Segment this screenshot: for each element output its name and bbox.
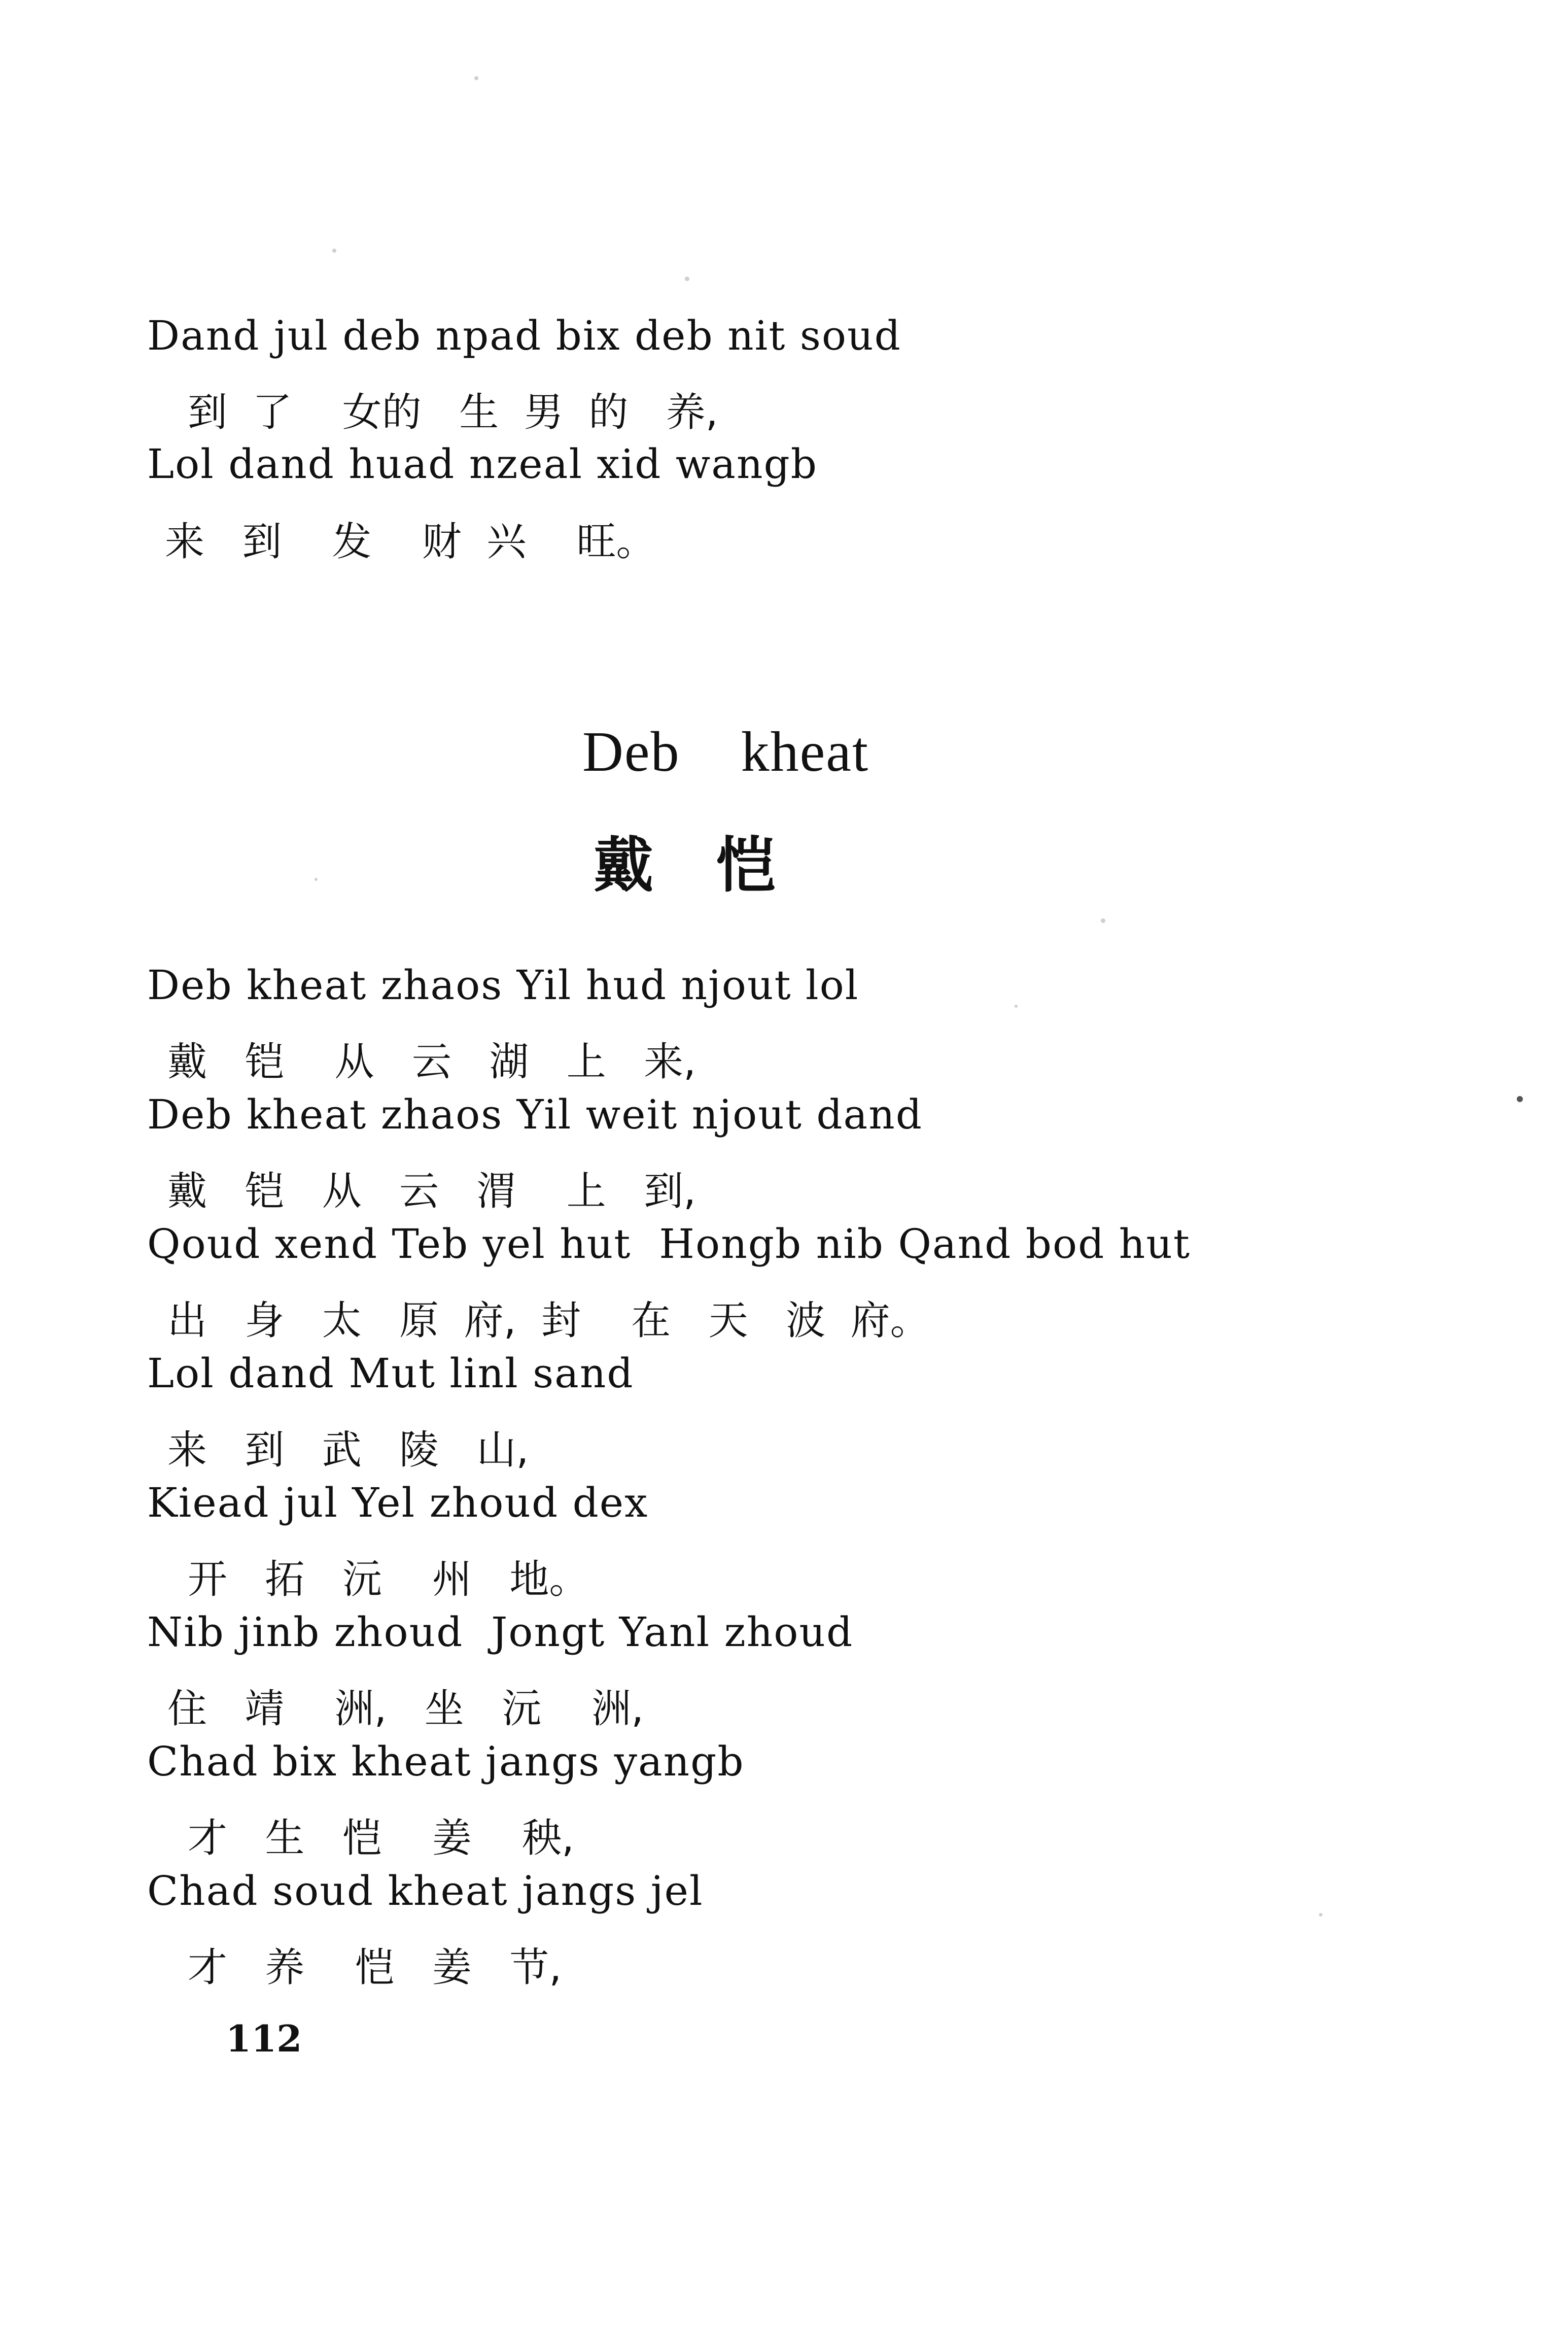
intro-chinese-line-2: 来 到 发 财 兴 旺。 <box>165 519 656 565</box>
verse-romanized-line-5: Kiead jul Yel zhoud dex <box>147 1479 649 1526</box>
verse-chinese-line-5: 开 拓 沅 州 地。 <box>188 1557 589 1602</box>
verse-romanized-line-1: Deb kheat zhaos Yil hud njout lol <box>147 962 859 1009</box>
verse-chinese-line-8: 才 养 恺 姜 节, <box>188 1945 562 1991</box>
intro-romanized-line-1: Dand jul deb npad bix deb nit soud <box>147 312 901 359</box>
scan-speck <box>1101 918 1105 923</box>
section-title-chinese: 戴 恺 <box>594 830 776 900</box>
scan-speck <box>1319 1913 1322 1917</box>
section-title-romanized: Deb kheat <box>582 721 869 783</box>
verse-romanized-line-7: Chad bix kheat jangs yangb <box>147 1738 745 1785</box>
scan-speck <box>332 249 336 253</box>
verse-romanized-line-4: Lol dand Mut linl sand <box>147 1350 634 1397</box>
scan-speck <box>1517 1096 1523 1102</box>
scan-speck <box>685 277 689 281</box>
verse-romanized-line-6: Nib jinb zhoud Jongt Yanl zhoud <box>147 1609 854 1656</box>
verse-chinese-line-1: 戴 铠 从 云 湖 上 来, <box>167 1039 696 1085</box>
verse-chinese-line-2: 戴 铠 从 云 渭 上 到, <box>167 1169 696 1214</box>
verse-romanized-line-3: Qoud xend Teb yel hut Hongb nib Qand bod hut <box>147 1220 1191 1268</box>
verse-romanized-line-8: Chad soud kheat jangs jel <box>147 1867 704 1914</box>
verse-chinese-line-6: 住 靖 洲, 坐 沅 洲, <box>167 1686 644 1732</box>
scan-speck <box>1015 1005 1018 1008</box>
verse-romanized-line-2: Deb kheat zhaos Yil weit njout dand <box>147 1091 923 1138</box>
scan-speck <box>315 878 318 881</box>
verse-chinese-line-7: 才 生 恺 姜 秧, <box>188 1816 574 1861</box>
verse-chinese-line-4: 来 到 武 陵 山, <box>167 1427 529 1473</box>
scan-speck <box>474 76 478 80</box>
intro-chinese-line-1: 到 了 女的 生 男 的 养, <box>188 390 718 435</box>
intro-romanized-line-2: Lol dand huad nzeal xid wangb <box>147 440 818 488</box>
verse-chinese-line-3: 出 身 太 原 府, 封 在 天 波 府。 <box>167 1298 930 1344</box>
page-number: 112 <box>226 2017 302 2060</box>
